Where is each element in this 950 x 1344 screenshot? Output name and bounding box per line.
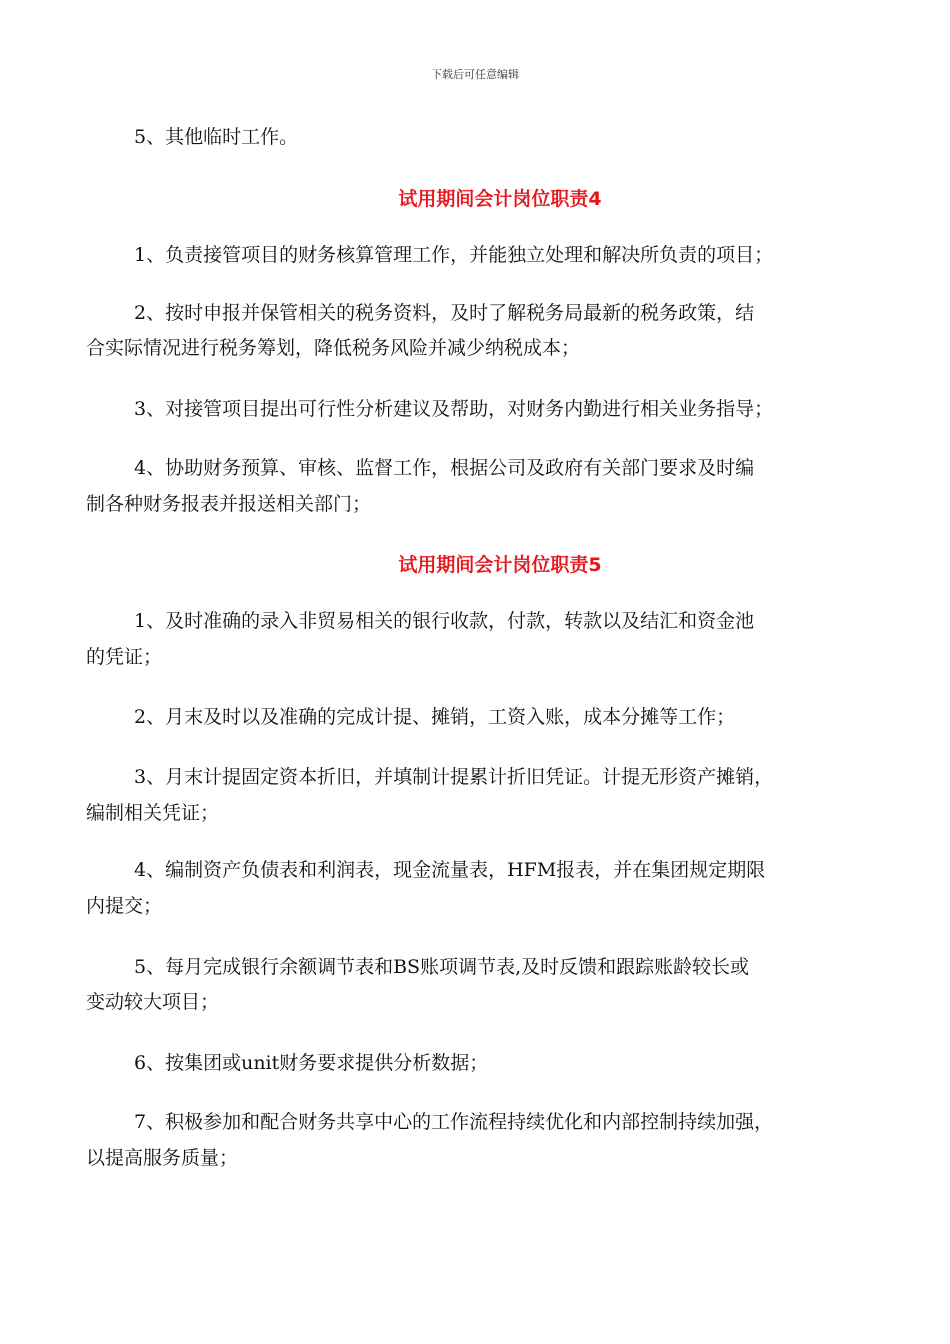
list-item-continuation: 以提高服务质量； [86, 1147, 239, 1169]
list-item: 6、按集团或unit财务要求提供分析数据； [134, 1052, 489, 1074]
section-heading-5: 试用期间会计岗位职责5 [398, 554, 602, 576]
list-item: 5、每月完成银行余额调节表和BS账项调节表,及时反馈和跟踪账龄较长或 [134, 956, 750, 978]
section-heading-4: 试用期间会计岗位职责4 [398, 188, 602, 210]
list-item: 5、其他临时工作。 [134, 126, 299, 148]
list-item: 3、对接管项目提出可行性分析建议及帮助，对财务内勤进行相关业务指导； [134, 398, 774, 420]
list-item: 1、及时准确的录入非贸易相关的银行收款，付款，转款以及结汇和资金池 [134, 610, 755, 632]
list-item-continuation: 的凭证； [86, 646, 163, 668]
list-item: 2、月末及时以及准确的完成计提、摊销，工资入账，成本分摊等工作； [134, 706, 736, 728]
list-item: 3、月末计提固定资本折旧，并填制计提累计折旧凭证。计提无形资产摊销， [134, 766, 774, 788]
list-item: 4、编制资产负债表和利润表，现金流量表，HFM报表，并在集团规定期限 [134, 859, 766, 881]
page-header: 下载后可任意编辑 [431, 68, 519, 81]
list-item-continuation: 变动较大项目； [86, 991, 220, 1013]
list-item: 1、负责接管项目的财务核算管理工作，并能独立处理和解决所负责的项目； [134, 244, 774, 266]
list-item: 4、协助财务预算、审核、监督工作，根据公司及政府有关部门要求及时编 [134, 457, 755, 479]
list-item: 2、按时申报并保管相关的税务资料，及时了解税务局最新的税务政策，结 [134, 302, 755, 324]
list-item-continuation: 编制相关凭证； [86, 802, 220, 824]
list-item: 7、积极参加和配合财务共享中心的工作流程持续优化和内部控制持续加强， [134, 1111, 774, 1133]
list-item-continuation: 内提交； [86, 895, 163, 917]
list-item-continuation: 制各种财务报表并报送相关部门； [86, 493, 372, 515]
list-item-continuation: 合实际情况进行税务筹划，降低税务风险并减少纳税成本； [86, 337, 581, 359]
